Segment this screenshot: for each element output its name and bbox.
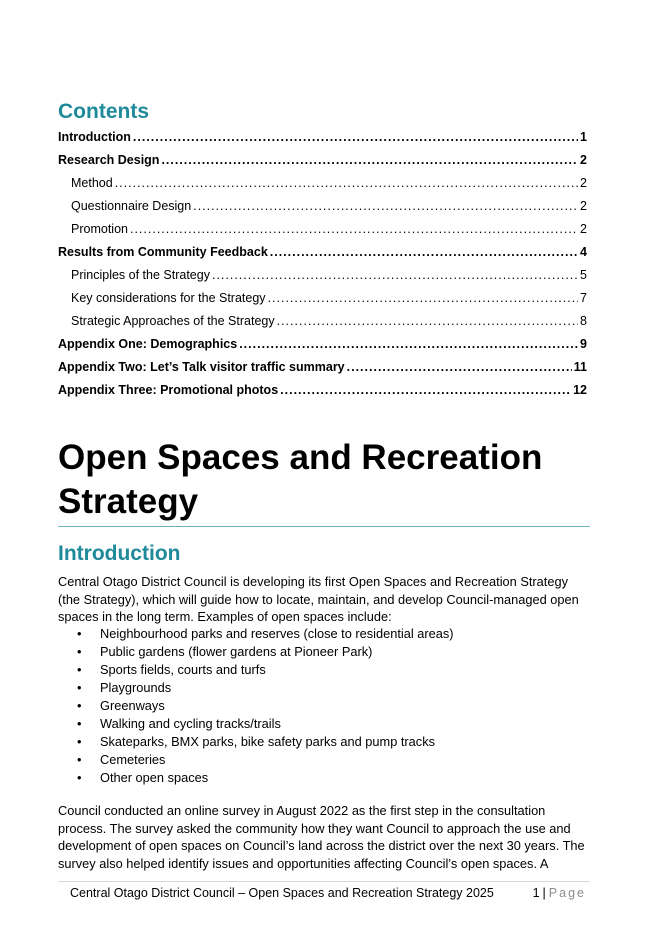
toc-leader-dots bbox=[133, 130, 578, 144]
toc-entry-key-considerations[interactable] bbox=[58, 291, 587, 314]
introduction-heading: Introduction bbox=[58, 542, 181, 565]
toc-entry-title: Method bbox=[71, 176, 113, 190]
toc-entry-method[interactable] bbox=[58, 176, 587, 199]
toc-leader-dots bbox=[212, 268, 578, 282]
toc-entry-title: Appendix Two: Let’s Talk visitor traffic summary bbox=[58, 360, 345, 374]
toc-leader-dots bbox=[277, 314, 578, 328]
toc-entry-title: Appendix One: Demographics bbox=[58, 337, 238, 351]
toc-entry-page: 11 bbox=[573, 360, 587, 374]
footer-page-number: 1 bbox=[532, 886, 540, 900]
list-item bbox=[58, 769, 588, 787]
toc-entry-page: 9 bbox=[580, 337, 587, 351]
toc-entry-appendix-three[interactable] bbox=[58, 383, 587, 406]
footer-divider bbox=[58, 881, 590, 882]
document-title-line-1: Open Spaces and Recreation bbox=[58, 438, 543, 477]
footer-page-indicator bbox=[533, 886, 586, 900]
list-item bbox=[58, 679, 588, 697]
bullet-icon: • bbox=[77, 734, 82, 749]
toc-entry-page: 12 bbox=[573, 383, 587, 397]
footer-page-word: Page bbox=[548, 886, 586, 900]
list-item-text: Public gardens (flower gardens at Pioneer Park) bbox=[100, 644, 373, 659]
toc-entry-title: Principles of the Strategy bbox=[71, 268, 210, 282]
toc-entry-page: 5 bbox=[580, 268, 587, 282]
toc-entry-appendix-one[interactable] bbox=[58, 337, 587, 360]
bullet-icon: • bbox=[77, 752, 82, 767]
survey-paragraph: Council conducted an online survey in August 2022 as the first step in the consultation process. The survey asked the community how they want Council to approach the use and development of open spaces on Council’s land across the district over the next 30 years. The survey also helped identify issues and opportunities affecting Council’s open spaces. A bbox=[58, 803, 585, 871]
toc-entry-title: Appendix Three: Promotional photos bbox=[58, 383, 279, 397]
toc-entry-page: 2 bbox=[580, 176, 587, 190]
list-item-text: Walking and cycling tracks/trails bbox=[100, 716, 281, 731]
list-item-text: Cemeteries bbox=[100, 752, 166, 767]
toc-leader-dots bbox=[268, 291, 578, 305]
contents-heading: Contents bbox=[58, 100, 149, 123]
list-item bbox=[58, 625, 588, 643]
open-space-examples-list bbox=[58, 625, 588, 787]
bullet-icon: • bbox=[77, 680, 82, 695]
toc-entry-page: 1 bbox=[580, 130, 587, 144]
bullet-icon: • bbox=[77, 626, 82, 641]
toc-leader-dots bbox=[130, 222, 578, 236]
bullet-icon: • bbox=[77, 662, 82, 677]
toc-leader-dots bbox=[347, 360, 572, 374]
toc-entry-page: 4 bbox=[580, 245, 587, 259]
document-title-line-2: Strategy bbox=[58, 482, 199, 521]
page-footer bbox=[70, 886, 586, 900]
toc-entry-page: 8 bbox=[580, 314, 587, 328]
toc-entry-title: Key considerations for the Strategy bbox=[71, 291, 266, 305]
list-item-text: Other open spaces bbox=[100, 770, 209, 785]
toc-leader-dots bbox=[270, 245, 578, 259]
toc-entry-page: 7 bbox=[580, 291, 587, 305]
bullet-icon: • bbox=[77, 770, 82, 785]
document-title bbox=[58, 436, 588, 524]
table-of-contents bbox=[58, 130, 587, 406]
list-item bbox=[58, 697, 588, 715]
toc-entry-appendix-two[interactable] bbox=[58, 360, 587, 383]
toc-entry-questionnaire-design[interactable] bbox=[58, 199, 587, 222]
toc-entry-page: 2 bbox=[580, 222, 587, 236]
toc-entry-strategic-approaches[interactable] bbox=[58, 314, 587, 337]
bullet-icon: • bbox=[77, 716, 82, 731]
toc-leader-dots bbox=[161, 153, 578, 167]
title-divider bbox=[58, 526, 590, 527]
bullet-icon: • bbox=[77, 644, 82, 659]
bullet-icon: • bbox=[77, 698, 82, 713]
list-item bbox=[58, 733, 588, 751]
toc-entry-principles[interactable] bbox=[58, 268, 587, 291]
list-item-text: Skateparks, BMX parks, bike safety parks and pump tracks bbox=[100, 734, 435, 749]
toc-leader-dots bbox=[280, 383, 571, 397]
list-item-text: Neighbourhood parks and reserves (close to residential areas) bbox=[100, 626, 454, 641]
toc-entry-results[interactable] bbox=[58, 245, 587, 268]
list-item bbox=[58, 751, 588, 769]
toc-entry-title: Strategic Approaches of the Strategy bbox=[71, 314, 275, 328]
toc-entry-promotion[interactable] bbox=[58, 222, 587, 245]
toc-entry-title: Results from Community Feedback bbox=[58, 245, 268, 259]
toc-entry-introduction[interactable] bbox=[58, 130, 587, 153]
introduction-paragraph: Central Otago District Council is developing its first Open Spaces and Recreation Strategy (the Strategy), which will guide how to locate, maintain, and develop Council-managed open spaces in the long term. Examples of open spaces include: bbox=[58, 574, 579, 624]
list-item-text: Greenways bbox=[100, 698, 165, 713]
toc-entry-page: 2 bbox=[580, 199, 587, 213]
toc-leader-dots bbox=[115, 176, 578, 190]
footer-text: Central Otago District Council – Open Spaces and Recreation Strategy 2025 bbox=[70, 886, 494, 900]
toc-entry-title: Introduction bbox=[58, 130, 131, 144]
toc-entry-research-design[interactable] bbox=[58, 153, 587, 176]
toc-entry-title: Questionnaire Design bbox=[71, 199, 192, 213]
list-item bbox=[58, 715, 588, 733]
toc-entry-title: Promotion bbox=[71, 222, 128, 236]
list-item bbox=[58, 643, 588, 661]
list-item-text: Playgrounds bbox=[100, 680, 172, 695]
toc-entry-page: 2 bbox=[580, 153, 587, 167]
toc-entry-title: Research Design bbox=[58, 153, 160, 167]
footer-separator: | bbox=[542, 886, 546, 900]
toc-leader-dots bbox=[239, 337, 578, 351]
toc-leader-dots bbox=[193, 199, 578, 213]
list-item bbox=[58, 661, 588, 679]
list-item-text: Sports fields, courts and turfs bbox=[100, 662, 266, 677]
